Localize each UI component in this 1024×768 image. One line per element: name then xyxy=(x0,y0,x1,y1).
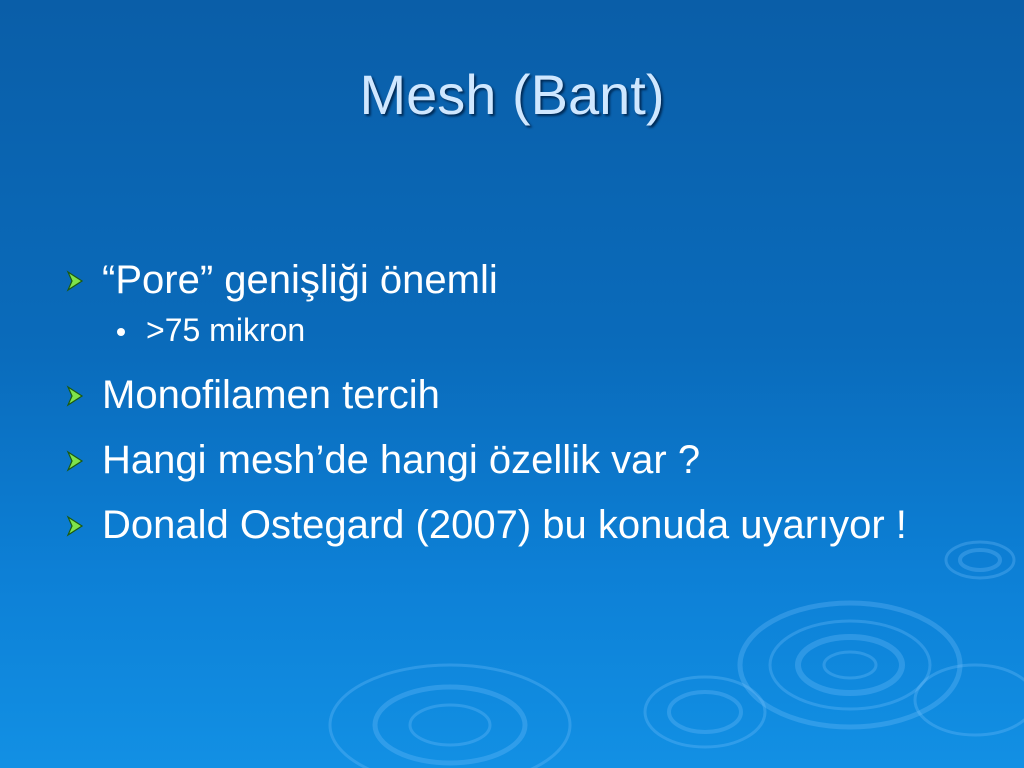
arrow-bullet-icon xyxy=(62,268,88,294)
slide-title: Mesh (Bant) xyxy=(359,63,665,126)
bullet-item xyxy=(62,370,962,420)
bullet-text: “Pore” genişliği önemli xyxy=(102,258,498,302)
arrow-bullet-icon xyxy=(62,513,88,539)
arrow-bullet-icon xyxy=(62,448,88,474)
dot-bullet-icon xyxy=(117,328,125,336)
bullet-item xyxy=(62,255,962,305)
bullet-item xyxy=(62,500,962,550)
arrow-bullet-icon xyxy=(62,383,88,409)
bullet-text: Monofilamen tercih xyxy=(102,373,440,417)
sub-bullet-item xyxy=(62,310,962,350)
sub-bullet-text: >75 mikron xyxy=(146,312,306,348)
bullet-text: Hangi mesh’de hangi özellik var ? xyxy=(102,438,701,482)
bullet-text: Donald Ostegard (2007) bu konuda uyarıyor ! xyxy=(102,503,907,547)
bullet-item xyxy=(62,435,962,485)
bullet-list xyxy=(62,255,962,565)
